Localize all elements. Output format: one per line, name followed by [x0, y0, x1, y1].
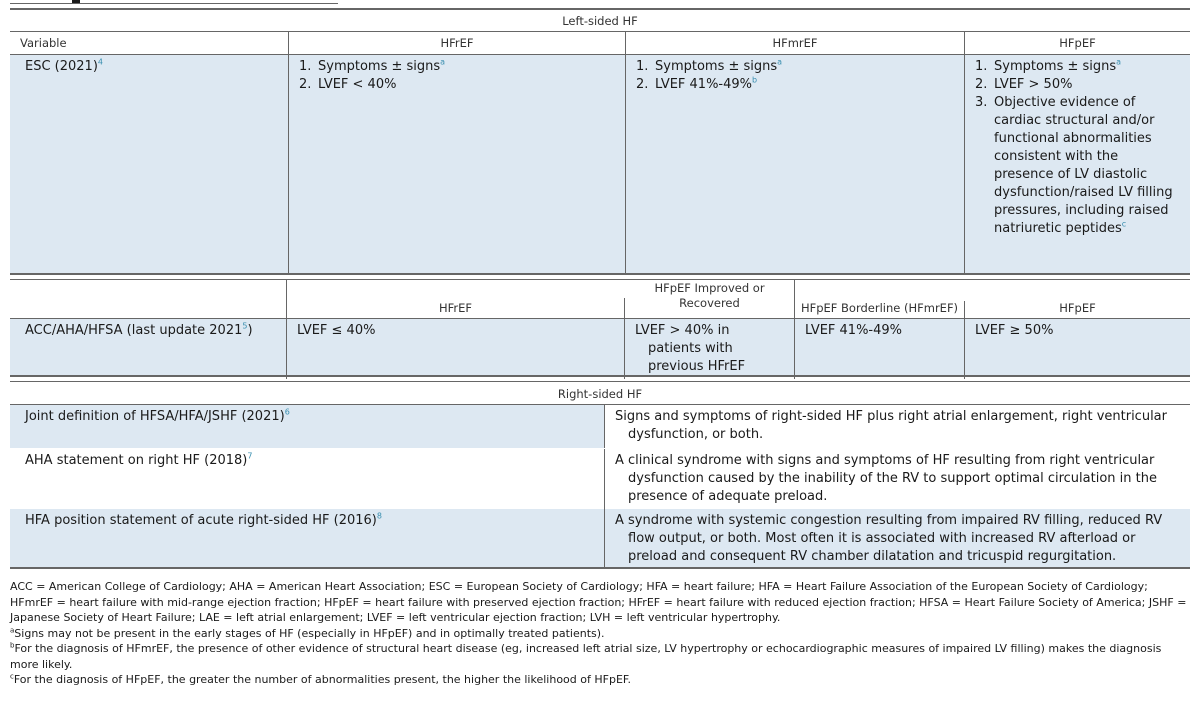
- criterion-text: Symptoms ± signs: [318, 59, 441, 74]
- right-definition: Signs and symptoms of right-sided HF plus right atrial enlargement, right ventricular dysfunction, or both.: [615, 409, 1167, 442]
- criterion: [975, 76, 1180, 94]
- acc-header-hfpef: HFpEF: [1059, 301, 1096, 315]
- esc-header-row: [10, 32, 1190, 55]
- esc-label-text: ESC (2021): [25, 59, 98, 74]
- footnote: [10, 626, 1190, 642]
- right-label: [10, 405, 605, 448]
- criterion-num: 2.: [636, 77, 649, 92]
- acc-ref: 5: [242, 321, 248, 331]
- esc-hfref-cell: [289, 55, 626, 273]
- criterion: [299, 58, 615, 76]
- criterion-text: Symptoms ± signs: [655, 59, 778, 74]
- criterion-text: LVEF > 50%: [994, 77, 1073, 92]
- criterion: [975, 94, 1180, 238]
- criterion-num: 3.: [975, 95, 988, 110]
- right-section-title: [10, 381, 1190, 405]
- left-section-title-text: Left-sided HF: [562, 14, 638, 28]
- esc-hfref-list: [299, 58, 615, 94]
- criterion-num: 1.: [975, 59, 988, 74]
- criterion: [636, 76, 954, 94]
- criterion-sup: a: [777, 57, 783, 67]
- acc-label-close: ): [247, 323, 253, 338]
- footnote: [10, 641, 1190, 672]
- right-row: [10, 509, 1190, 569]
- footnote-mark: c: [10, 672, 14, 681]
- acc-label: [10, 319, 287, 379]
- esc-label: [10, 55, 289, 273]
- criterion-sup: b: [752, 75, 758, 85]
- right-ref: 7: [247, 451, 253, 461]
- right-label-text: Joint definition of HFSA/HFA/JSHF (2021): [25, 409, 285, 424]
- esc-hfmref-list: [636, 58, 954, 94]
- acc-borderline: LVEF 41%-49%: [795, 319, 965, 379]
- top-rule-mark: [72, 0, 80, 3]
- esc-ref: 4: [97, 57, 103, 67]
- acc-header-improved: HFpEF Improved or Recovered: [625, 280, 795, 318]
- right-row: [10, 405, 1190, 449]
- acc-row: [10, 319, 1190, 377]
- criterion: [975, 58, 1180, 76]
- footnote-text: Signs may not be present in the early stages of HF (especially in HFpEF) and in optimally treated patients).: [14, 626, 605, 640]
- acc-improved: LVEF > 40% in patients with previous HFrEF: [625, 319, 795, 379]
- right-section-title-text: Right-sided HF: [557, 387, 643, 401]
- criterion: [636, 58, 954, 76]
- header-variable: Variable: [10, 32, 289, 54]
- right-label: [10, 509, 605, 569]
- esc-hfpef-list: [975, 58, 1180, 238]
- esc-hfpef-cell: [965, 55, 1190, 273]
- right-row: [10, 449, 1190, 509]
- acc-hfpef: LVEF ≥ 50%: [975, 323, 1054, 338]
- acc-header-hfref: HFrEF: [287, 298, 625, 318]
- criterion-sup: a: [440, 57, 446, 67]
- criterion-sup: a: [1116, 57, 1122, 67]
- right-ref: 8: [376, 511, 382, 521]
- acc-hfref: LVEF ≤ 40%: [287, 319, 625, 379]
- right-label: [10, 449, 605, 509]
- header-hfref: HFrEF: [289, 32, 626, 54]
- acc-header-borderline: HFpEF Borderline (HFmrEF): [795, 301, 965, 318]
- right-label-text: AHA statement on right HF (2018): [25, 453, 248, 468]
- footnote-text: For the diagnosis of HFpEF, the greater the number of abnormalities present, the higher the likelihood of HFpEF.: [13, 673, 631, 686]
- acc-header-row: [10, 279, 1190, 319]
- criterion-num: 2.: [975, 77, 988, 92]
- criterion-num: 1.: [299, 59, 312, 74]
- footnote-mark: a: [10, 625, 15, 634]
- criterion-num: 2.: [299, 77, 312, 92]
- header-hfpef: HFpEF: [1059, 36, 1096, 50]
- criterion-text: LVEF 41%-49%: [655, 77, 753, 92]
- criterion-text: Symptoms ± signs: [994, 59, 1117, 74]
- right-ref: 6: [284, 407, 290, 417]
- footnote-text: For the diagnosis of HFmrEF, the presence of other evidence of structural heart disease (eg, increased left atrial size, LV hypertrophy or echocardiographic measures of impaired LV filling) makes the diagnosis more likely.: [10, 642, 1162, 671]
- abbreviations-note: ACC = American College of Cardiology; AHA = American Heart Association; ESC = European Society of Cardiology; HFA = heart failure; HFA = Heart Failure Association of the European Society of Cardiology; HFmrEF = heart failure with mid-range ejection fraction; HFpEF = heart failure with preserved ejection fraction; HFrEF = heart failure with reduced ejection fraction; HFSA = Heart Failure Society of America; JSHF = Japanese Society of Heart Failure; LAE = left atrial enlargement; LVEF = left ventricular ejection fraction; LVH = left ventricular hypertrophy.: [10, 580, 1187, 624]
- right-definition: A clinical syndrome with signs and symptoms of HF resulting from right ventricular dysfunction caused by the inability of the RV to support optimal circulation in the presence of adequate preload.: [615, 453, 1157, 504]
- esc-hfmref-cell: [626, 55, 965, 273]
- criterion-num: 1.: [636, 59, 649, 74]
- acc-header-blank: [10, 280, 287, 318]
- top-rule: [10, 0, 338, 4]
- left-section-title: [10, 8, 1190, 32]
- right-label-text: HFA position statement of acute right-sided HF (2016): [25, 513, 377, 528]
- header-hfmref: HFmrEF: [626, 32, 965, 54]
- esc-row: [10, 55, 1190, 275]
- criterion-text: LVEF < 40%: [318, 77, 397, 92]
- criterion-text: Objective evidence of cardiac structural and/or functional abnormalities consistent with the presence of LV diastolic dysfunction/raised LV filling pressures, including raised natriuretic peptides: [994, 95, 1173, 236]
- criterion-sup: c: [1121, 219, 1127, 229]
- criterion: [299, 76, 615, 94]
- right-definition: A syndrome with systemic congestion resulting from impaired RV filling, reduced RV flow output, or both. Most often it is associated with increased RV afterload or preload and consequent RV chamber dilatation and tricuspid regurgitation.: [615, 513, 1163, 564]
- footnotes: [10, 579, 1190, 688]
- footnote-mark: b: [10, 641, 15, 650]
- acc-label-text: ACC/AHA/HFSA (last update 2021: [25, 323, 243, 338]
- footnote: [10, 672, 1190, 688]
- definitions-table: [10, 8, 1190, 688]
